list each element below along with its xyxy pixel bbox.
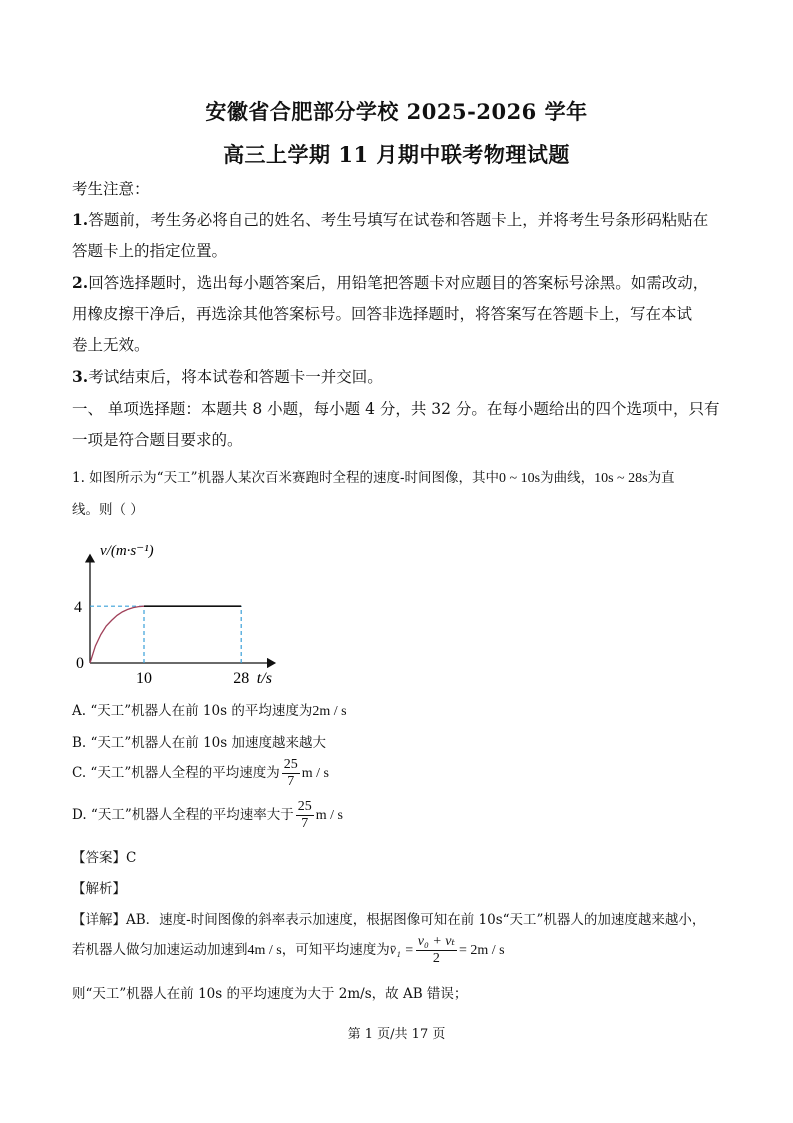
q1-option-a-value: 2m / s <box>312 704 347 719</box>
q1-stem-c: 为直 <box>647 470 675 486</box>
q1-option-c-text: C. “天工”机器人全程的平均速度为 <box>72 765 280 781</box>
q1-range2: 10s ~ 28s <box>594 471 648 486</box>
q1-vt-chart <box>70 535 310 685</box>
x-tick-28: 28 <box>233 670 250 685</box>
notice-item-3 <box>72 365 722 387</box>
notice-item-1-cont: 答题卡上的指定位置。 <box>72 242 228 260</box>
series-curve <box>90 606 144 663</box>
q1-option-d-fraction <box>296 799 314 832</box>
q1-stem <box>72 466 722 487</box>
q1-option-d-text: D. “天工”机器人全程的平均速率大于 <box>72 807 294 823</box>
notice-2-text: 回答选择题时，选出每小题答案后，用铅笔把答题卡对应题目的答案标号涂黑。如需改动， <box>88 274 709 292</box>
notice-2-number: 2. <box>72 273 89 292</box>
q1-detail-b1: 若机器人做匀加速运动加速到 <box>72 942 248 958</box>
q1-option-d-num: 25 <box>297 799 312 814</box>
notice-1-text: 答题前，考生务必将自己的姓名、考生号填写在试卷和答题卡上，并将考生号条形码粘贴在 <box>88 211 709 229</box>
q1-detail-line3: 则“天工”机器人在前 10s 的平均速度为大于 2m/s，故 AB 错误； <box>72 986 468 1002</box>
notice-item-2 <box>72 271 722 293</box>
x-axis-label: t/s <box>256 670 272 685</box>
notice-3-text: 考试结束后，将本试卷和答题卡一并交回。 <box>88 368 383 386</box>
exam-title-line1: 安徽省合肥部分学校 2025-2026 学年 <box>205 99 588 124</box>
q1-option-c-unit: m / s <box>301 766 329 781</box>
q1-stem-a: 1. 如图所示为“天工”机器人某次百米赛跑时全程的速度-时间图像，其中 <box>72 470 500 486</box>
q1-option-d-den: 7 <box>301 816 309 831</box>
origin-label: 0 <box>76 655 84 672</box>
q1-detail-b2: ，可知平均速度为 <box>281 942 390 958</box>
q1-option-c-fraction <box>282 757 300 790</box>
q1-formula-den: 2 <box>432 951 440 966</box>
q1-formula-fraction <box>416 934 457 967</box>
q1-option-a <box>72 699 722 720</box>
q1-analysis-label: 【解析】 <box>72 881 126 897</box>
q1-formula-num: v₀ + vₜ <box>417 934 455 949</box>
x-tick-10: 10 <box>136 670 152 685</box>
q1-option-d-unit: m / s <box>315 808 343 823</box>
notice-1-number: 1. <box>72 210 89 229</box>
q1-option-c-num: 25 <box>283 757 298 772</box>
q1-detail-line1: 【详解】AB．速度-时间图像的斜率表示加速度，根据图像可知在前 10s“天工”机器人的加速度越来越小， <box>72 912 706 928</box>
q1-option-d <box>72 799 722 832</box>
q1-option-c-den: 7 <box>287 774 295 789</box>
q1-option-a-text: A. “天工”机器人在前 10s 的平均速度为 <box>72 703 313 719</box>
q1-detail-line2 <box>72 934 722 967</box>
notice-item-2-cont2: 卷上无效。 <box>72 336 150 354</box>
notice-item-1 <box>72 208 722 230</box>
q1-range1: 0 ~ 10s <box>499 471 541 486</box>
q1-detail-velocity: 4m / s <box>247 943 282 958</box>
notice-item-2-cont1: 用橡皮擦干净后，再选涂其他答案标号。回答非选择题时，将答案写在答题卡上，写在本试 <box>72 305 693 323</box>
y-tick-4: 4 <box>74 599 82 617</box>
page-footer: 第 1 页/共 17 页 <box>347 1027 446 1042</box>
exam-title-line2: 高三上学期 11 月期中联考物理试题 <box>223 142 570 167</box>
q1-option-c <box>72 757 722 790</box>
notice-heading: 考生注意： <box>72 180 150 198</box>
notice-3-number: 3. <box>72 367 89 386</box>
q1-formula-lhs: v̄₁ = <box>389 943 414 958</box>
q1-option-b: B. “天工”机器人在前 10s 加速度越来越大 <box>72 735 326 751</box>
q1-formula-rhs: = 2m / s <box>458 943 505 958</box>
section-heading-line1: 一、 单项选择题：本题共 8 小题，每小题 4 分，共 32 分。在每小题给出的四个选项中，只有 <box>72 400 720 418</box>
q1-answer: 【答案】C <box>72 850 137 866</box>
section-heading-line2: 一项是符合题目要求的。 <box>72 431 243 449</box>
q1-stem-d: 线。则（ ） <box>72 502 144 518</box>
q1-stem-b: 为曲线， <box>540 470 595 486</box>
y-axis-label: v/(m·s⁻¹) <box>100 543 154 559</box>
